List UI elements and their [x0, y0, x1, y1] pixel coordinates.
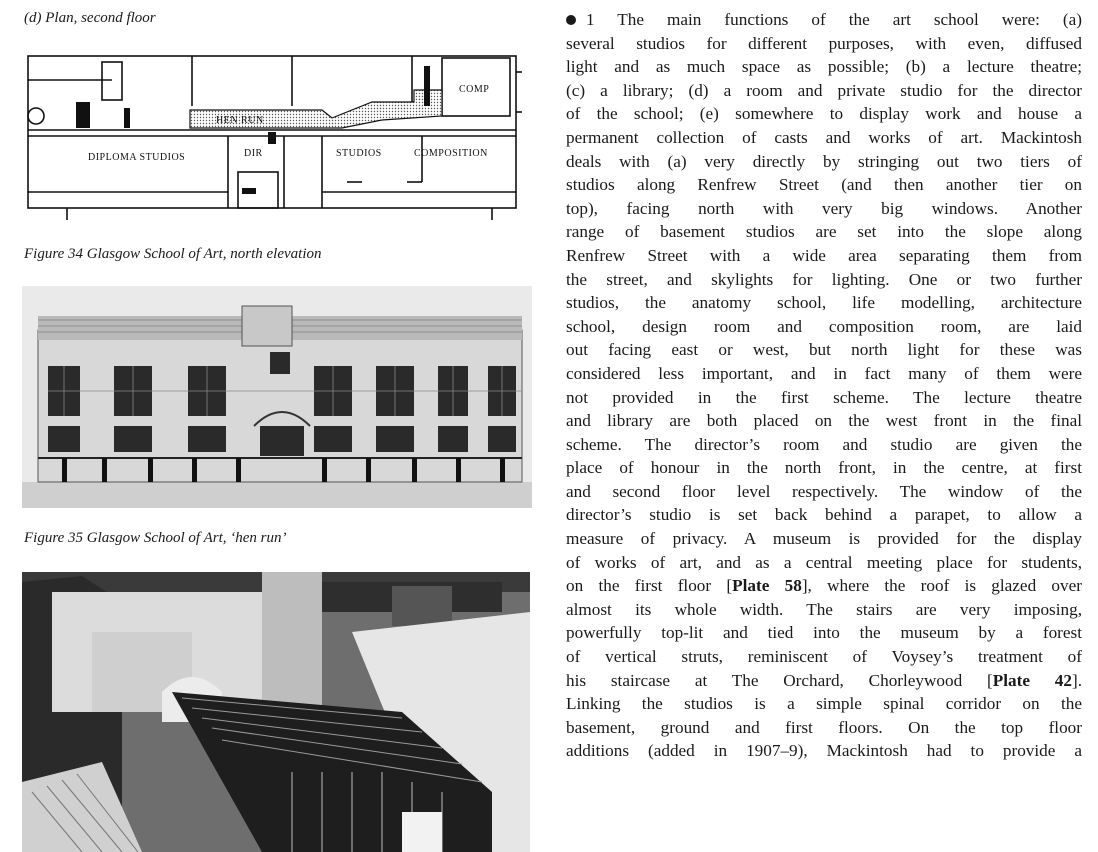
text-line: scheme. The director’s room and studio are given the — [566, 434, 1082, 454]
text-line: (c) a library; (d) a room and private studio for the director — [566, 80, 1082, 100]
text-line: studios along Renfrew Street (and then another tier on — [566, 175, 1082, 195]
text-line: almost its whole width. The stairs are very imposing, — [566, 599, 1082, 619]
plate-42-ref: Plate 42 — [992, 670, 1072, 690]
text-line: place of honour in the north front, in the centre, at first — [566, 458, 1082, 478]
plan-label-hen-run: HEN RUN — [216, 115, 264, 126]
henrun-caption: Figure 35 Glasgow School of Art, ‘hen run’ — [24, 530, 287, 546]
plan-label-comp: COMP — [459, 84, 490, 95]
plan-label-studios: STUDIOS — [336, 148, 382, 159]
text-line: light and as much space as possible; (b) a lecture theatre; — [566, 57, 1082, 77]
left-column — [22, 0, 522, 852]
text-line: his staircase at The Orchard, Chorleywood [Plate 42]. — [566, 670, 1082, 690]
text-line: 1 The main functions of the art school were: (a) — [566, 8, 1082, 32]
text-line: studios, the anatomy school, life modelling, architecture — [566, 293, 1082, 313]
plan-caption: (d) Plan, second floor — [24, 10, 156, 26]
text-line: of vertical struts, reminiscent of Voysey’s treatment of — [566, 647, 1082, 667]
text-line: top), facing north with very big windows. Another — [566, 198, 1082, 218]
text-line: on the first floor [Plate 58], where the roof is glazed over — [566, 576, 1082, 596]
plate-58-ref: Plate 58 — [732, 576, 802, 596]
text-line: school, design room and composition room, are laid — [566, 316, 1082, 336]
text-line: considered less important, and in fact many of them were — [566, 363, 1082, 383]
text-line: out facing east or west, but north light for these was — [566, 340, 1082, 360]
text-line: the street, and skylights for lighting. One or two further — [566, 269, 1082, 289]
text-line: and second floor level respectively. The window of the — [566, 481, 1082, 501]
text-line: Linking the studios is a simple spinal corridor on the — [566, 694, 1082, 714]
text-line: several studios for different purposes, with even, diffused — [566, 33, 1082, 53]
text-line: basement, ground and first floors. On the top floor — [566, 717, 1082, 737]
text-line: not provided in the first scheme. The lecture theatre — [566, 387, 1082, 407]
text-line: director’s studio is set back behind a parapet, to allow a — [566, 505, 1082, 525]
body-text — [566, 8, 1082, 763]
plan-label-diploma: DIPLOMA STUDIOS — [88, 152, 186, 163]
text-line: powerfully top-lit and tied into the museum by a forest — [566, 623, 1082, 643]
plan-label-composition: COMPOSITION — [414, 148, 488, 159]
second-floor-plan — [22, 32, 522, 228]
north-elevation-image — [22, 286, 532, 508]
text-line: deals with (a) very directly by stringing out two tiers of — [566, 151, 1082, 171]
text-line: range of basement studios are set into the slope along — [566, 222, 1082, 242]
plan-label-dir: DIR — [244, 148, 263, 159]
text-line: of works of art, and as a central meeting place for students, — [566, 552, 1082, 572]
bullet-icon — [566, 15, 576, 25]
text-line: of the school; (e) somewhere to display work and house a — [566, 104, 1082, 124]
text-line: permanent collection of casts and works of art. Mackintosh — [566, 127, 1082, 147]
hen-run-photo — [22, 572, 530, 852]
text-line: measure of privacy. A museum is provided for the display — [566, 529, 1082, 549]
text-line: and library are both placed on the west front in the final — [566, 411, 1082, 431]
text-line: additions (added in 1907–9), Mackintosh had to provide a — [566, 741, 1082, 761]
text-line: Renfrew Street with a wide area separating them from — [566, 245, 1082, 265]
elevation-caption: Figure 34 Glasgow School of Art, north elevation — [24, 246, 322, 262]
